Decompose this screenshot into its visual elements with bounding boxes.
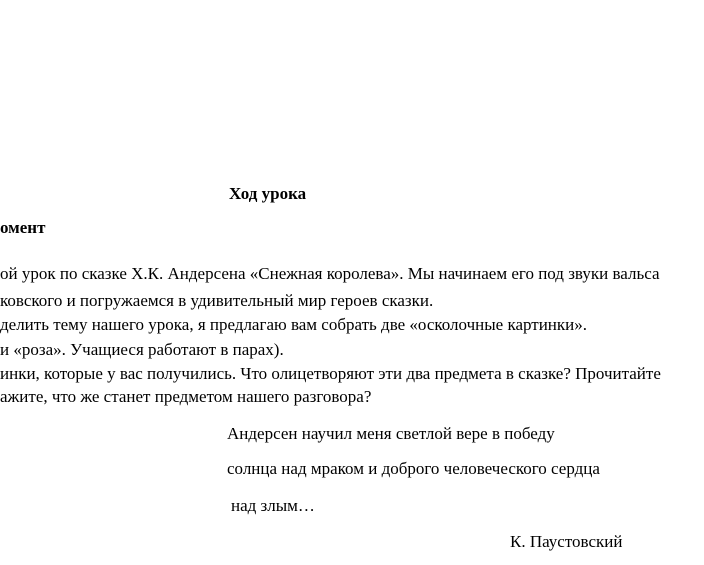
paragraph-line: делить тему нашего урока, я предлагаю вам собрать две «осколочные картинки».: [0, 315, 588, 334]
epigraph-line: Андерсен научил меня светлой вере в победу: [227, 424, 555, 443]
epigraph-line: над злым…: [231, 496, 315, 515]
lesson-heading: Ход урока: [229, 184, 307, 203]
epigraph-author: К. Паустовский: [510, 532, 623, 551]
section-title: омент: [0, 218, 46, 237]
epigraph-line: солнца над мраком и доброго человеческого сердца: [227, 459, 600, 478]
paragraph-line: ой урок по сказке Х.К. Андерсена «Снежная королева». Мы начинаем его под звуки вальса: [0, 264, 660, 283]
paragraph-line: и «роза». Учащиеся работают в парах).: [0, 340, 284, 359]
paragraph-line: ажите, что же станет предметом нашего разговора?: [0, 387, 372, 406]
paragraph-line: ковского и погружаемся в удивительный мир героев сказки.: [0, 291, 434, 310]
paragraph-line: инки, которые у вас получились. Что олицетворяют эти два предмета в сказке? Прочитайте: [0, 364, 661, 383]
